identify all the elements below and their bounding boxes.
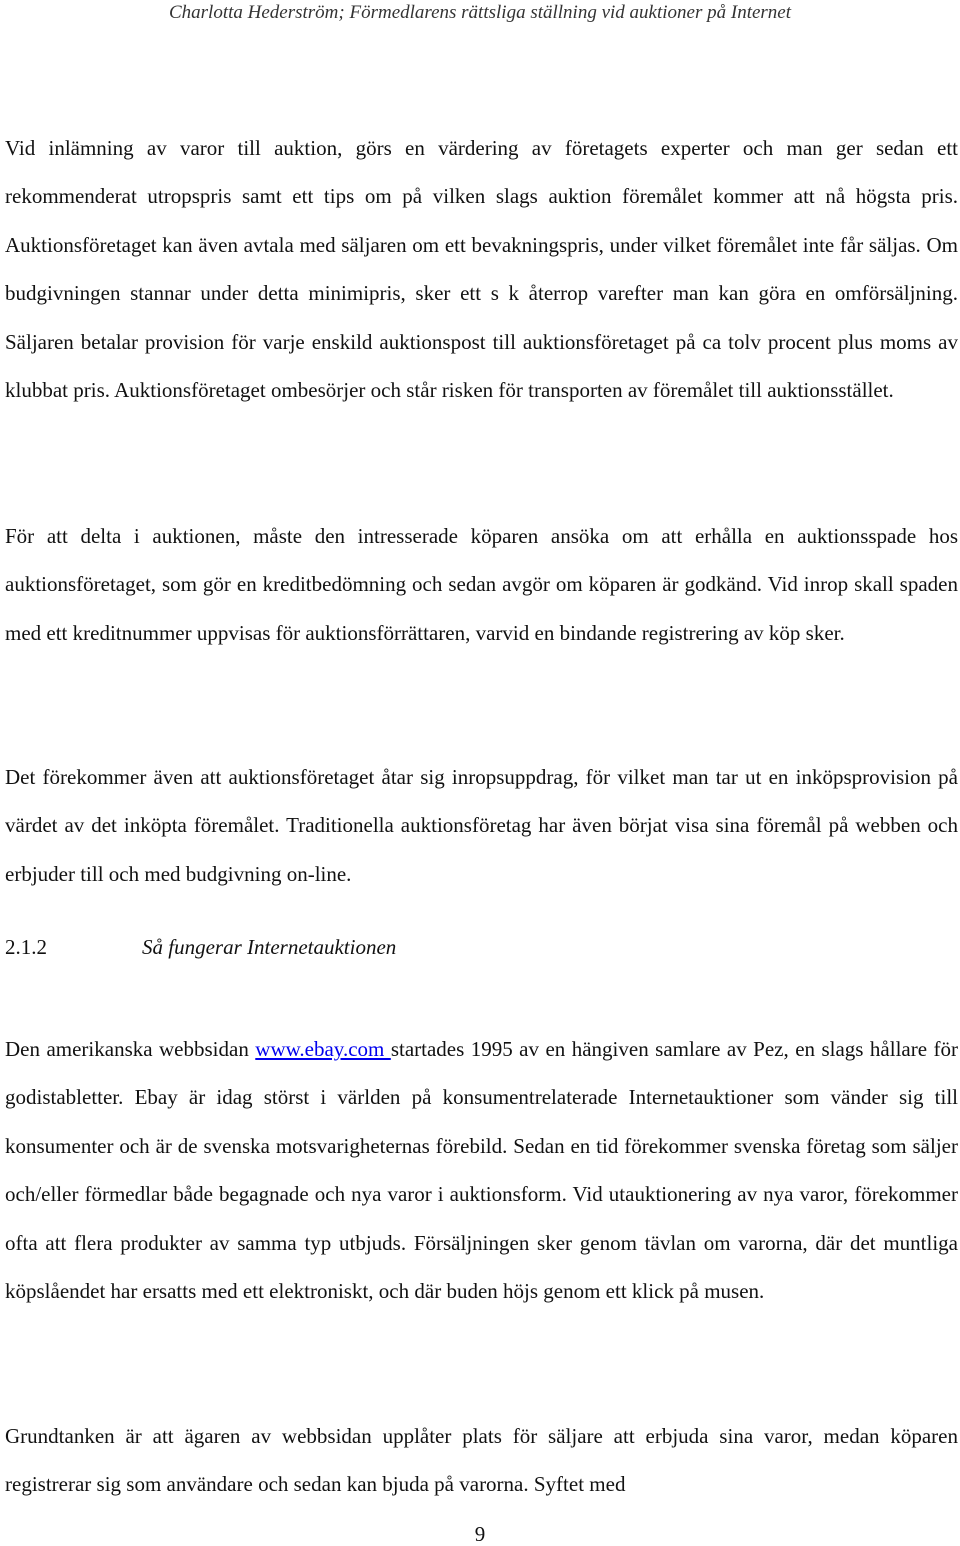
ebay-text-before-link: Den amerikanska webbsidan <box>5 1037 256 1061</box>
section-title: Så fungerar Internetauktionen <box>142 935 397 959</box>
running-header: Charlotta Hederström; Förmedlarens rättsliga ställning vid auktioner på Internet <box>168 2 792 23</box>
paragraph-bidding-commission: Det förekommer även att auktionsföretaget åtar sig inropsuppdrag, för vilket man tar ut en inköpsprovision på värdet av det inköpta föremålet. Traditionella auktionsföretag har även börjat visa sina föremål på webben och erbjuder till och med budgivning on-line. <box>5 765 958 886</box>
paragraph-auction-valuation: Vid inlämning av varor till auktion, görs en värdering av företagets experter och man ger sedan ett rekommenderat utropspris samt ett tips om på vilken slags auktion föremålet kommer att nå högsta pris. Auktionsföretaget kan även avtala med säljaren om ett bevakningspris, under vilket föremålet inte får säljas. Om budgivningen stannar under detta minimipris, sker ett s k återrop varefter man kan göra en omförsäljning. Säljaren betalar provision för varje enskild auktionspost till auktionsföretaget på ca tolv procent plus moms av klubbat pris. Auktionsföretaget ombesörjer och står risken för transporten av föremålet till auktionsstället. <box>5 136 958 403</box>
ebay-link[interactable]: www.ebay.com <box>255 1037 391 1061</box>
paragraph-basic-idea: Grundtanken är att ägaren av webbsidan upplåter plats för säljare att erbjuda sina varor, medan köparen registrerar sig som användare och sedan kan bjuda på varorna. Syftet med <box>5 1424 958 1497</box>
paragraph-auction-participation: För att delta i auktionen, måste den intresserade köparen ansöka om att erhålla en auktionsspade hos auktionsföretaget, som gör en kreditbedömning och sedan avgör om köparen är godkänd. Vid inrop skall spaden med ett kreditnummer uppvisas för auktionsförrättaren, varvid en bindande registrering av köp sker. <box>5 524 958 645</box>
section-number: 2.1.2 <box>5 935 47 959</box>
section-heading <box>5 932 955 962</box>
paragraph-ebay <box>5 1025 958 1315</box>
ebay-text-after-link: startades 1995 av en hängiven samlare av Pez, en slags hållare för godistabletter. Ebay är idag störst i världen på konsumentrelaterade Internetauktioner som vänder sig till konsumenter och är de svenska motsvarigheternas förebild. Sedan en tid förekommer svenska företag som säljer och/eller förmedlar både begagnade och nya varor i auktionsform. Vid utauktionering av nya varor, förekommer ofta att flera produkter av samma typ utbjuds. Försäljningen sker genom tävlan om varorna, där det muntliga köpslåendet har ersatts med ett elektroniskt, och där buden höjs genom ett klick på musen. <box>5 1037 958 1304</box>
page-number: 9 <box>474 1522 486 1546</box>
